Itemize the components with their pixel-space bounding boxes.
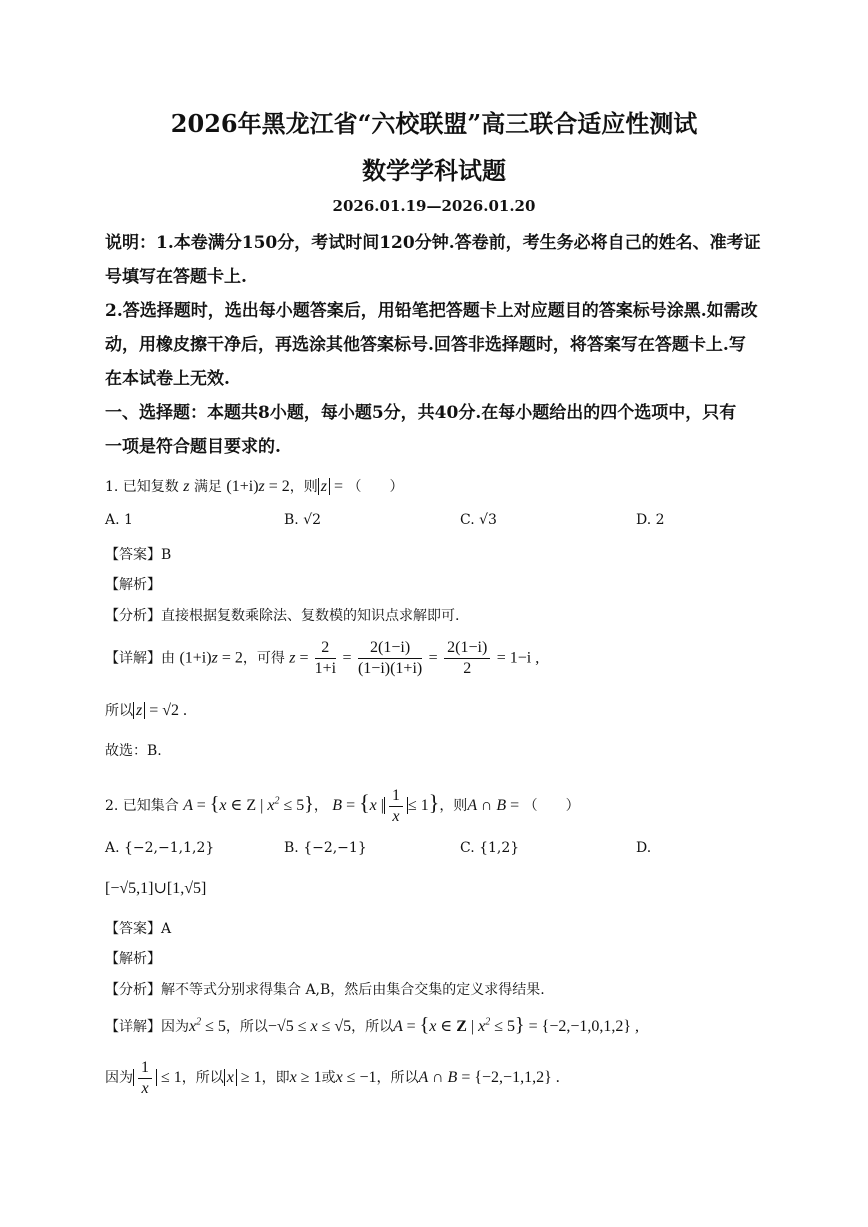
q2-answer: 【答案】A	[105, 921, 172, 937]
instruction-line-5: 在本试卷上无效.	[105, 369, 230, 389]
q2-fenxi: 【分析】解不等式分别求得集合 A,B，然后由集合交集的定义求得结果.	[105, 982, 545, 998]
q2-option-d-value: [−√5,1]∪[1,√5]	[105, 880, 207, 897]
exam-title: 2026年黑龙江省“六校联盟”高三联合适应性测试	[170, 109, 698, 138]
q1-analysis-label: 【解析】	[105, 577, 161, 593]
section-heading-2: 一项是符合题目要求的.	[105, 437, 281, 457]
section-heading-1: 一、选择题：本题共8小题，每小题5分，共40分.在每小题给出的四个选项中，只有	[105, 403, 737, 423]
q2-option-a: A. {−2,−1,1,2}	[105, 840, 215, 856]
q1-modulus-result: 所以 z = √2 .	[105, 702, 188, 719]
q2-detail: 【详解】因为$x^2 \le 5$，所以−√5 ≤ x ≤ √5，所以A = {x ∈ Z | $x^2 \le 5\} = \{-2,-1,0,1,2\}$ ,	[105, 1014, 640, 1036]
q1-option-c: C. √3	[460, 512, 497, 528]
q1-answer: 【答案】B	[105, 547, 172, 563]
q2-detail-2: 因为 $\frac{1}{x}$ ≤ 1，所以 x ≥ 1，即x ≥ 1或x ≤ −1，所以A ∩ B = {−2,−1,1,2} .	[105, 1059, 560, 1097]
q2-analysis-label: 【解析】	[105, 951, 161, 967]
q1-fenxi: 【分析】直接根据复数乘除法、复数模的知识点求解即可.	[105, 608, 460, 624]
exam-date: 2026.01.19—2026.01.20	[332, 197, 536, 215]
q2-option-d: D.	[636, 840, 652, 856]
q1-option-b: B. √2	[284, 512, 322, 528]
instruction-line-4: 动，用橡皮擦干净后，再选涂其他答案标号.回答非选择题时，将答案写在答题卡上.写	[105, 335, 746, 355]
q1-stem: 1. 已知复数 z 满足 (1+i)z = 2，则 z = （ ）	[105, 478, 404, 495]
instruction-line-2: 号填写在答题卡上.	[105, 267, 247, 287]
q1-option-a: A. 1	[105, 512, 133, 528]
q1-choice: 故选：B.	[105, 743, 162, 759]
q2-stem: 2. 已知集合 A = {x ∈ Z | $x^2 \le 5$}， B = {x | $\frac{1}{x}$ ≤ 1}，则A ∩ B = （ ）	[105, 787, 580, 825]
q2-option-c: C. {1,2}	[460, 840, 520, 856]
exam-subject: 数学学科试题	[362, 156, 506, 185]
instruction-line-3: 2.答选择题时，选出每小题答案后，用铅笔把答题卡上对应题目的答案标号涂黑.如需改	[105, 301, 758, 321]
q1-detail: 【详解】由 (1+i)z = 2，可得 z = $\frac{2}{1+i}$ = $\frac{2(1-i)}{(1-i)(1+i)}$ = $\frac{2(1-i)}{2}$ = 1−i ,	[105, 639, 540, 677]
q1-option-d: D. 2	[636, 512, 665, 528]
q2-option-b: B. {−2,−1}	[284, 840, 367, 856]
instruction-line-1: 说明：1.本卷满分150分，考试时间120分钟.答卷前，考生务必将自己的姓名、准考证	[105, 233, 761, 253]
